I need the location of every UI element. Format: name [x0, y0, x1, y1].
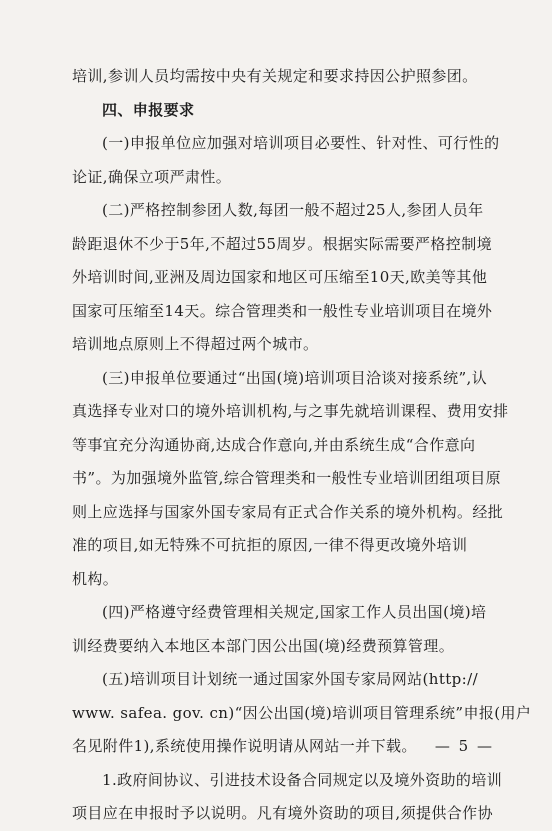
body-text — [72, 60, 532, 831]
text-line: 龄距退休不少于5年,不超过55周岁。根据实际需要严格控制境 — [72, 234, 493, 253]
text-line: 训经费要纳入本地区本部门因公出国(境)经费预算管理。 — [72, 636, 455, 655]
page-number: — 5 — — [434, 737, 494, 755]
text-line: www. safea. gov. cn)“因公出国(境)培训项目管理系统”申报(用户 — [72, 703, 532, 722]
text-line: 1.政府间协议、引进技术设备合同规定以及境外资助的培训 — [102, 770, 503, 789]
text-line: 项目应在申报时予以说明。凡有境外资助的项目,须提供合作协 — [72, 804, 493, 822]
text-line: (四)严格遵守经费管理相关规定,国家工作人员出国(境)培 — [102, 603, 487, 621]
text-line: 真选择专业对口的境外培训机构,与之事先就培训课程、费用安排 — [72, 402, 509, 420]
text-line: (五)培训项目计划统一通过国家外国专家局网站(http:// — [102, 670, 479, 688]
text-line: (三)申报单位要通过“出国(境)培训项目洽谈对接系统”,认 — [102, 368, 488, 387]
text-line: 则上应选择与国家外国专家局有正式合作关系的境外机构。经批 — [72, 502, 504, 521]
text-line: 培训地点原则上不得超过两个城市。 — [72, 335, 319, 353]
text-line: (二)严格控制参团人数,每团一般不超过25人,参团人员年 — [102, 201, 484, 219]
text-line: 外培训时间,亚洲及周边国家和地区可压缩至10天,欧美等其他 — [72, 268, 488, 286]
text-line: (一)申报单位应加强对培训项目必要性、针对性、可行性的 — [102, 134, 500, 152]
text-line: 培训,参训人员均需按中央有关规定和要求持因公护照参团。 — [72, 67, 478, 85]
text-line: 国家可压缩至14天。综合管理类和一般性专业培训项目在境外 — [72, 301, 493, 320]
text-line: 准的项目,如无特殊不可抗拒的原因,一律不得更改境外培训 — [72, 536, 468, 554]
text-line: 等事宜充分沟通协商,达成合作意向,并由系统生成“合作意向 — [72, 435, 476, 454]
text-line: 名见附件1),系统使用操作说明请从网站一并下载。 — [72, 737, 417, 755]
text-line: 机构。 — [72, 569, 119, 588]
section-heading: 四、申报要求 — [102, 100, 195, 119]
text-line: 论证,确保立项严肃性。 — [72, 167, 232, 186]
text-line: 书”。为加强境外监管,综合管理类和一般性专业培训团组项目原 — [72, 469, 502, 487]
